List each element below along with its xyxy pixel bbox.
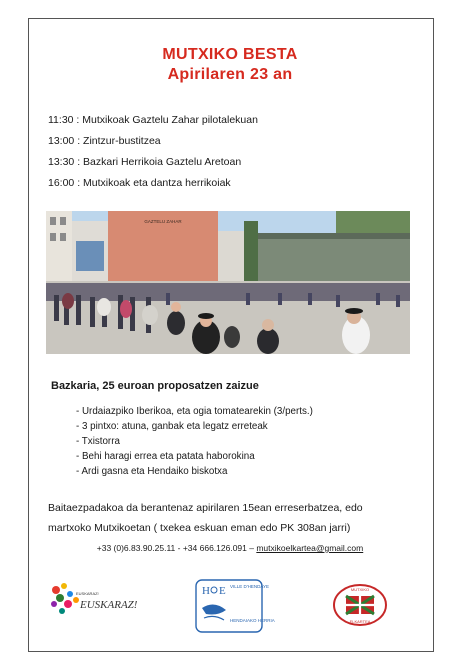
euskaraz-small-text: EUSKARAZ! (76, 591, 99, 596)
euskaraz-big-text: EUSKARAZ! (80, 599, 138, 611)
dance-photo-illustration (46, 211, 410, 354)
menu-item: - Ardi gasna eta Hendaiko biskotxa (76, 466, 228, 477)
menu-item: - 3 pintxo: atuna, ganbak eta legatz erreteak (76, 421, 268, 432)
dance-photo (46, 211, 410, 354)
schedule-item: 13:30 : Bazkari Herrikoia Gaztelu Aretoan (48, 156, 242, 168)
hendaye-logo (190, 578, 275, 636)
schedule-item: 11:30 : Mutxikoak Gaztelu Zahar pilotalekuan (48, 114, 258, 126)
menu-item: - Behi haragi errea eta patata haborokina (76, 451, 255, 462)
schedule-item: 13:00 : Zintzur-bustitzea (48, 135, 161, 147)
contact-line (0, 543, 460, 553)
mutxiko-top-text: MUTXIKO (350, 587, 370, 592)
hendaye-bottom-text: HENDAIAKO HERRIA (230, 618, 275, 623)
svg-text:H: H (202, 585, 210, 597)
schedule-item: 16:00 : Mutxikoak eta dantza herrikoiak (48, 177, 231, 189)
wall-sign: GAZTELU ZAHAR (144, 219, 182, 224)
hendaye-top-text: VILLE D'HENDAYE (230, 584, 270, 589)
poster-title: MUTXIKO BESTA (162, 46, 298, 63)
svg-text:E: E (219, 585, 226, 597)
poster-date: Apirilaren 23 an (167, 66, 293, 83)
contact-email-link[interactable]: mutxikoelkartea@gmail.com (256, 543, 364, 553)
mutxiko-logo (330, 582, 390, 628)
menu-item: - Txistorra (76, 436, 120, 447)
reservation-note: Baitaezpadakoa da berantenaz apirilaren 15ean erreserbatzea, edo (48, 502, 363, 514)
contact-phones: +33 (0)6.83.90.25.11 - +34 666.126.091 – (96, 543, 257, 553)
reservation-note: martxoko Mutxikoetan ( txekea eskuan eman edo PK 308an jarri) (48, 522, 351, 534)
mutxiko-bottom-text: ELKARTEA (349, 619, 371, 624)
menu-item: - Urdaiazpiko Iberikoa, eta ogia tomatearekin (3/perts.) (76, 406, 313, 417)
euskaraz-logo (46, 578, 138, 624)
bazkaria-heading: Bazkaria, 25 euroan proposatzen zaizue (51, 380, 259, 392)
